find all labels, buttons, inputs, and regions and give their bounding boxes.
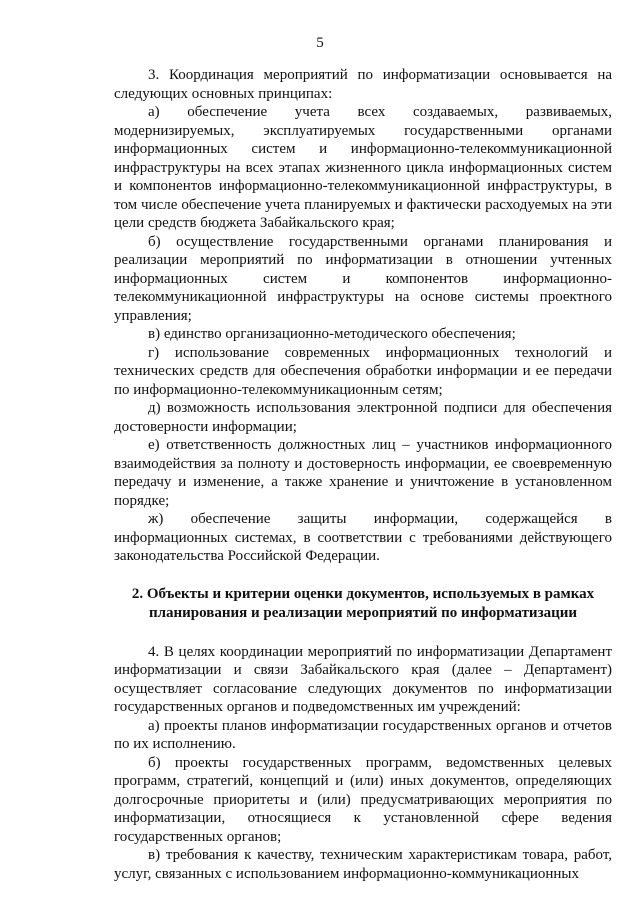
principle-v: в) единство организационно-методического обеспечения; bbox=[148, 326, 516, 342]
paragraph-4-intro: 4. В целях координации мероприятий по информатизации Департамент информатизации и связи Забайкальского края (далее – Департамент) осуществляет согласование следующих документов по информатизации государственных органов и подведомственных им учреждений: bbox=[114, 643, 612, 715]
document-body bbox=[114, 66, 612, 883]
document-item-a: а) проекты планов информатизации государственных органов и отчетов по их исполнению. bbox=[114, 717, 612, 752]
principle-g: г) использование современных информационных технологий и технических средств для обеспечения обработки информации и ее передачи по информационно-телекоммуникационным сетям; bbox=[114, 344, 612, 398]
principle-d: д) возможность использования электронной подписи для обеспечения достоверности информации; bbox=[114, 400, 612, 435]
principle-a: а) обеспечение учета всех создаваемых, развиваемых, модернизируемых, эксплуатируемых государственными органами информационных систем и информационно-телекоммуникационной инфраструктуры на всех этапах жизненного цикла информационных систем и компонентов информационно-телекоммуникационной инфраструктуры, в том числе обеспечение учета планируемых и фактически расходуемых на эти цели средств бюджета Забайкальского края; bbox=[114, 104, 612, 231]
document-item-v: в) требования к качеству, техническим характеристикам товара, работ, услуг, связанных с использованием информационно-коммуникационных bbox=[114, 847, 612, 882]
section-2-title bbox=[114, 585, 612, 623]
section-2-title-line-1: 2. Объекты и критерии оценки документов, используемых в рамках bbox=[131, 585, 595, 602]
paragraph-3-intro: 3. Координация мероприятий по информатизации основывается на следующих основных принципах: bbox=[114, 67, 612, 102]
principle-b: б) осуществление государственными органами планирования и реализации мероприятий по информатизации в отношении учтенных информационных систем и компонентов информационно-телекоммуникационной инфраструктуры на основе системы проектного управления; bbox=[114, 233, 612, 324]
principle-e: е) ответственность должностных лиц – участников информационного взаимодействия за полноту и достоверность информации, ее своевременную передачу и изменение, а также хранение и уничтожение в установленном порядке; bbox=[114, 437, 612, 509]
page-number: 5 bbox=[316, 35, 324, 51]
document-item-b: б) проекты государственных программ, ведомственных целевых программ, стратегий, концепций и (или) иных документов, определяющих долгосрочные приоритеты и (или) предусматривающих мероприятия по информатизации, относящиеся к установленной сфере ведения государственных органов; bbox=[114, 754, 612, 845]
section-2-title-line-2: планирования и реализации мероприятий по информатизации bbox=[148, 604, 578, 621]
principle-zh: ж) обеспечение защиты информации, содержащейся в информационных системах, в соответствии с требованиями действующего законодательства Российской Федерации. bbox=[114, 511, 612, 564]
